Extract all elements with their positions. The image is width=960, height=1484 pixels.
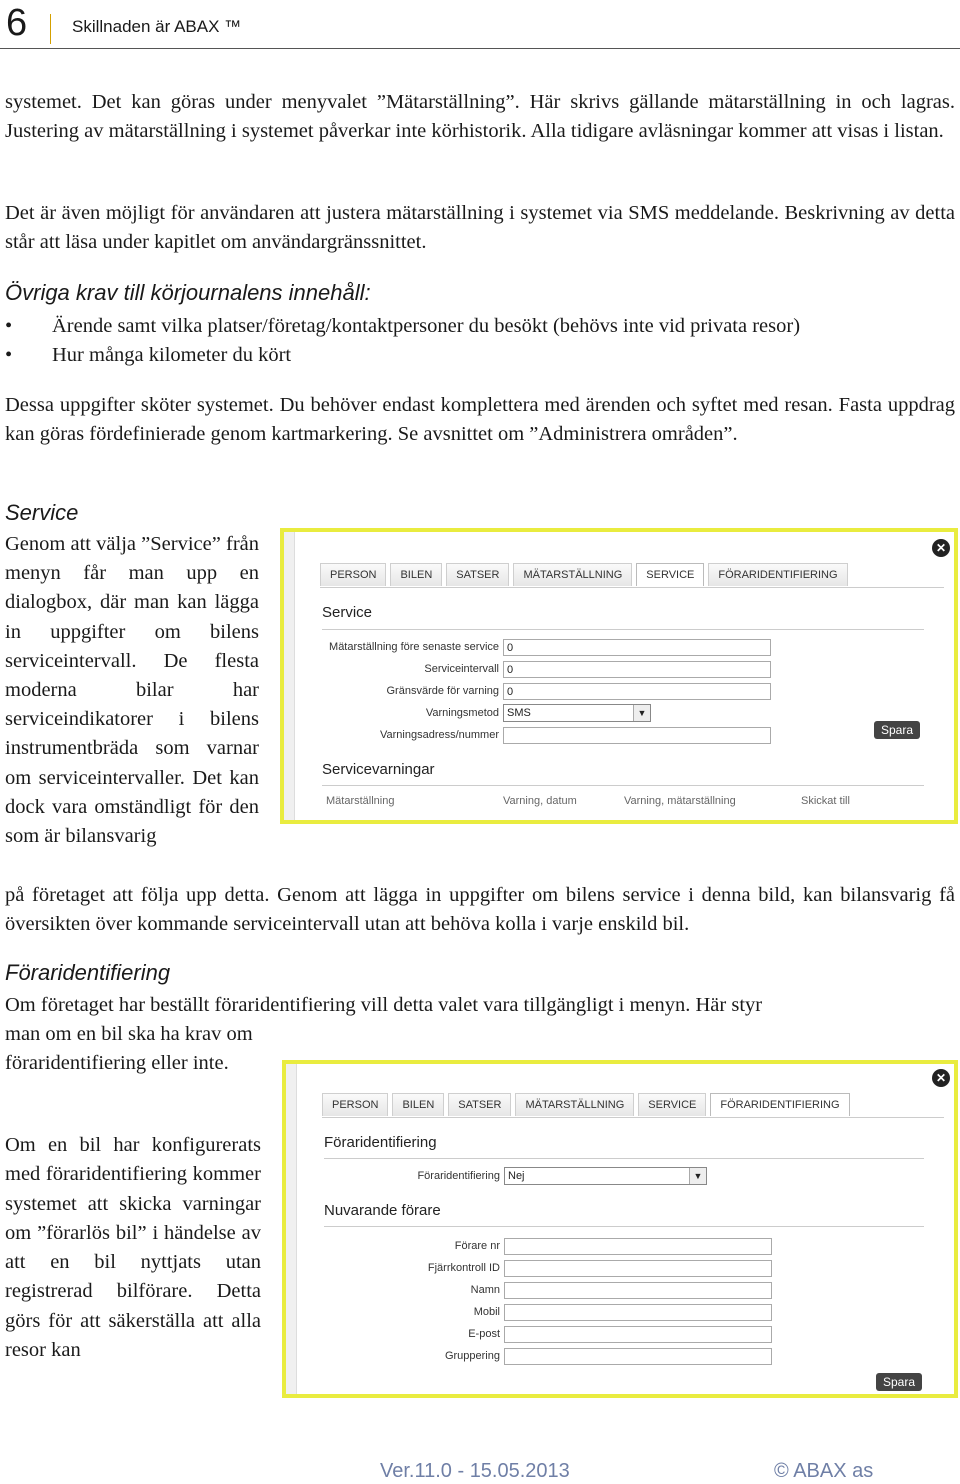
- forarid-paragraph: Om företaget har beställt föraridentifiering vill detta valet vara tillgängligt i menyn. Här styr: [5, 994, 763, 1016]
- field-label: Föraridentifiering: [417, 1170, 500, 1182]
- forarid-side-text-1: man om en bil ska ha krav om föraridentifiering eller inte.: [5, 1023, 253, 1075]
- tab-matarstallning[interactable]: MÄTARSTÄLLNING: [513, 563, 632, 586]
- field-label: Serviceintervall: [424, 663, 499, 675]
- tab-foraridentifiering[interactable]: FÖRARIDENTIFIERING: [708, 563, 847, 586]
- field-label: Varningsmetod: [425, 707, 499, 719]
- chevron-down-icon: ▼: [689, 1168, 706, 1184]
- service-warnings-title: Servicevarningar: [322, 761, 435, 778]
- warning-threshold-input[interactable]: 0: [503, 683, 771, 700]
- close-icon[interactable]: ✕: [932, 539, 950, 557]
- close-icon[interactable]: ✕: [932, 1069, 950, 1087]
- column-header: Mätarställning: [326, 795, 395, 807]
- field-label: Förare nr: [454, 1240, 500, 1252]
- select-value: Nej: [508, 1170, 525, 1182]
- column-header: Skickat till: [801, 795, 850, 807]
- remote-id-input[interactable]: [504, 1260, 772, 1277]
- title-rule: [322, 785, 924, 786]
- column-header: Varning, mätarställning: [624, 795, 736, 807]
- save-button[interactable]: Spara: [874, 721, 920, 739]
- field-label: E-post: [468, 1328, 500, 1340]
- field-label: Varningsadress/nummer: [379, 729, 499, 741]
- current-driver-title: Nuvarande förare: [324, 1202, 441, 1219]
- email-input[interactable]: [504, 1326, 772, 1343]
- grouping-input[interactable]: [504, 1348, 772, 1365]
- tab-foraridentifiering[interactable]: FÖRARIDENTIFIERING: [710, 1093, 849, 1116]
- odometer-before-service-input[interactable]: 0: [503, 639, 771, 656]
- forarid-form-title: Föraridentifiering: [324, 1134, 437, 1151]
- tab-person[interactable]: PERSON: [320, 563, 386, 586]
- tab-person[interactable]: PERSON: [322, 1093, 388, 1116]
- service-continued-text: på företaget att följa upp detta. Genom att lägga in uppgifter om bilens service i denna bild, kan bilansvarig få översikten över kommande serviceintervall utan att behöva kolla i varje enskild bil.: [5, 884, 955, 936]
- tab-service[interactable]: SERVICE: [638, 1093, 706, 1116]
- tab-underline: [322, 1117, 944, 1118]
- tab-matarstallning[interactable]: MÄTARSTÄLLNING: [515, 1093, 634, 1116]
- tab-service[interactable]: SERVICE: [636, 563, 704, 586]
- krav-paragraph: Dessa uppgifter sköter systemet. Du behöver endast komplettera med ärenden och syftet med resan. Fasta uppdrag kan göras fördefinierade genom kartmarkering. Se avsnittet om ”Administrera områden”.: [5, 394, 955, 446]
- tab-underline: [320, 587, 944, 588]
- field-label: Gruppering: [444, 1350, 500, 1362]
- tab-satser[interactable]: SATSER: [446, 563, 509, 586]
- footer-copyright: © ABAX as: [774, 1460, 874, 1482]
- header-title: Skillnaden är ABAX ™: [72, 17, 242, 36]
- service-side-text: Genom att välja ”Service” från menyn får man upp en dialogbox, där man kan lägga in uppgifter om bilens serviceintervall. De flesta moderna bilar har serviceindikatorer i bilens instrumentbräda som varnar om serviceintervaller. Det kan dock vara omständligt för den som är bilansvarig: [5, 533, 259, 848]
- field-label: Mobil: [473, 1306, 500, 1318]
- title-rule: [324, 1158, 924, 1159]
- warning-address-input[interactable]: [503, 727, 771, 744]
- screenshot-edge: [286, 1064, 297, 1394]
- driver-number-input[interactable]: [504, 1238, 772, 1255]
- service-tabbar: [320, 563, 848, 586]
- field-label: Fjärrkontroll ID: [427, 1262, 500, 1274]
- field-label: Gränsvärde för varning: [386, 685, 499, 697]
- forarid-screenshot: [282, 1060, 958, 1398]
- chevron-down-icon: ▼: [633, 705, 650, 721]
- column-header: Varning, datum: [503, 795, 577, 807]
- select-value: SMS: [507, 707, 531, 719]
- service-screenshot: [280, 528, 958, 824]
- service-form-title: Service: [322, 604, 373, 621]
- name-input[interactable]: [504, 1282, 772, 1299]
- field-label: Namn: [470, 1284, 500, 1296]
- page-number: 6: [6, 2, 28, 44]
- mobile-input[interactable]: [504, 1304, 772, 1321]
- krav-list: [5, 312, 955, 371]
- list-item: • Hur många kilometer du kört: [5, 341, 955, 370]
- header-divider: [50, 14, 51, 44]
- save-button[interactable]: Spara: [876, 1373, 922, 1391]
- forarid-tabbar: [322, 1093, 850, 1116]
- list-item: • Ärende samt vilka platser/företag/kontaktpersoner du besökt (behövs inte vid privata resor): [5, 312, 955, 341]
- driver-id-select[interactable]: [504, 1167, 707, 1185]
- intro-paragraph-1: systemet. Det kan göras under menyvalet ”Mätarställning”. Här skrivs gällande mätarställning in och lagras. Justering av mätarställning i systemet påverkar inte körhistorik. Alla tidigare avläsningar kommer att visas i listan.: [5, 91, 955, 143]
- tab-bilen[interactable]: BILEN: [392, 1093, 444, 1116]
- screenshot-edge: [284, 532, 295, 820]
- krav-heading: Övriga krav till körjournalens innehåll:: [5, 280, 371, 305]
- field-label: Mätarställning före senaste service: [329, 641, 499, 653]
- service-heading: Service: [5, 500, 79, 525]
- forarid-heading: Föraridentifiering: [5, 960, 171, 985]
- intro-paragraph-2: Det är även möjligt för användaren att justera mätarställning i systemet via SMS meddelande. Beskrivning av detta står att läsa under kapitlet om användargränssnittet.: [5, 202, 955, 254]
- tab-satser[interactable]: SATSER: [448, 1093, 511, 1116]
- header-rule: [0, 48, 960, 49]
- service-interval-input[interactable]: 0: [503, 661, 771, 678]
- tab-bilen[interactable]: BILEN: [390, 563, 442, 586]
- warning-method-select[interactable]: [503, 704, 651, 722]
- title-rule: [322, 629, 924, 630]
- title-rule: [324, 1226, 924, 1227]
- forarid-side-text-2: Om en bil har konfigurerats med föraridentifiering kommer systemet att skicka varningar om ”förarlös bil” i händelse av att en bil nyttjats utan registrerad bilförare. Detta görs för att säkerställa att alla resor kan: [5, 1134, 261, 1362]
- footer-version: Ver.11.0 - 15.05.2013: [380, 1460, 570, 1482]
